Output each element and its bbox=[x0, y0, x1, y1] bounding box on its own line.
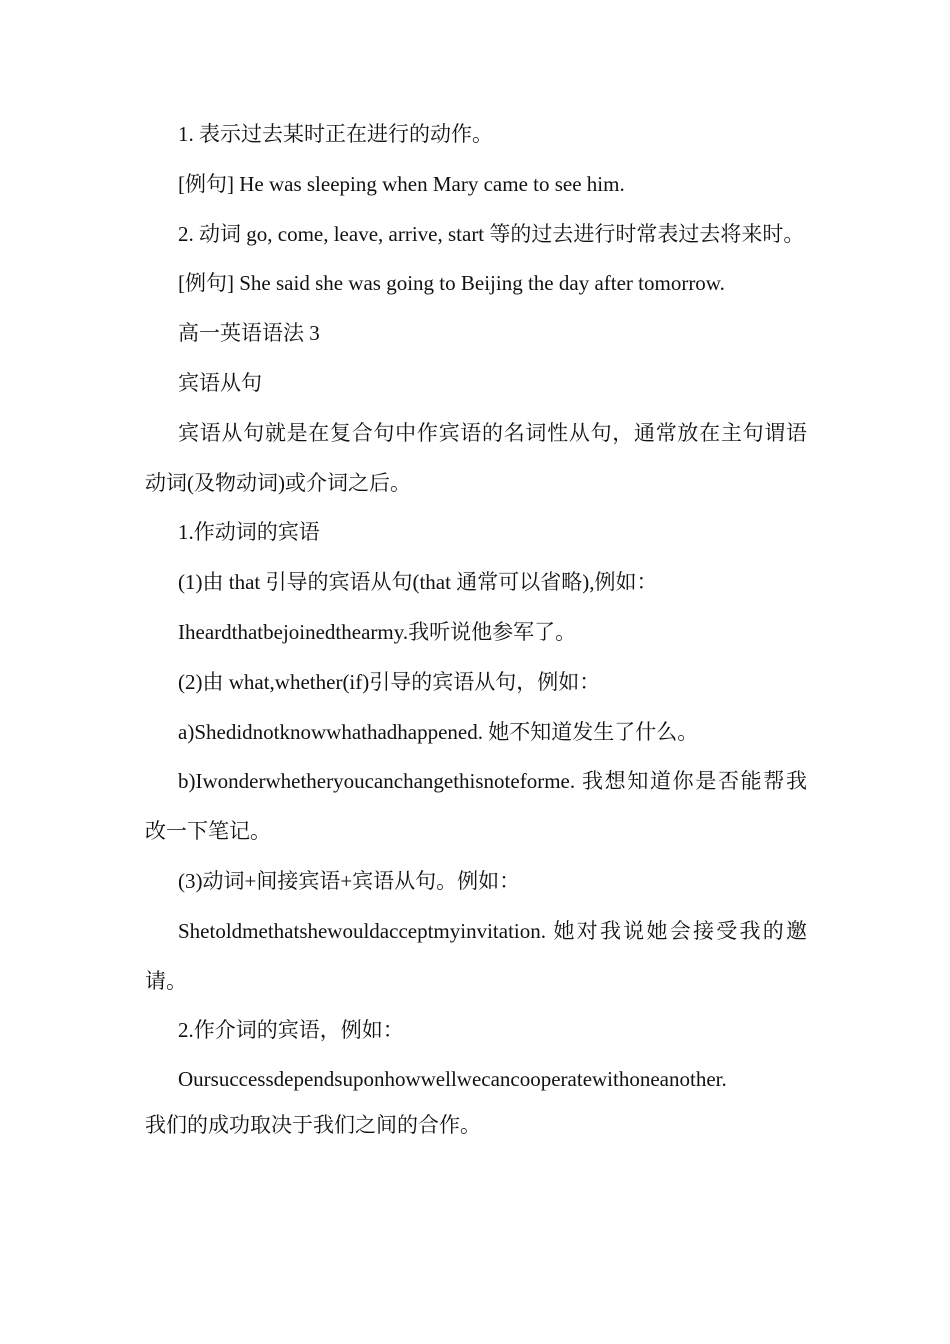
rule-that-clause: (1)由 that 引导的宾语从句(that 通常可以省略),例如： bbox=[178, 570, 658, 595]
definition-paragraph: 宾语从句就是在复合句中作宾语的名词性从句，通常放在主句谓语动词(及物动词)或介词之后。 bbox=[145, 420, 807, 495]
subsection-heading-preposition-object: 2.作介词的宾语，例如： bbox=[178, 1018, 404, 1043]
example-sentence-4: a)Shedidnotknowwhathadhappened. 她不知道发生了什么。 bbox=[178, 719, 699, 744]
example-translation-7: 我们的成功取决于我们之间的合作。 bbox=[145, 1113, 481, 1138]
example-sentence-6: Shetoldmethatshewouldacceptmyinvitation. 她对我说她会接受我的邀请。 bbox=[145, 918, 807, 993]
list-item-past-progressive-usage-2: 2. 动词 go, come, leave, arrive, start 等的过去进行时常表过去将来时。 bbox=[178, 221, 805, 246]
document-body bbox=[145, 110, 807, 1148]
example-sentence-1: [例句] He was sleeping when Mary came to see him. bbox=[178, 171, 625, 196]
example-sentence-3: Iheardthatbejoinedthearmy.我听说他参军了。 bbox=[178, 619, 577, 644]
rule-what-whether-clause: (2)由 what,whether(if)引导的宾语从句，例如： bbox=[178, 669, 601, 694]
example-sentence-5: b)Iwonderwhetheryoucanchangethisnoteforme. 我想知道你是否能帮我改一下笔记。 bbox=[145, 769, 807, 844]
subsection-heading-verb-object: 1.作动词的宾语 bbox=[178, 520, 320, 545]
rule-indirect-object-clause: (3)动词+间接宾语+宾语从句。例如： bbox=[178, 868, 521, 893]
list-item-past-progressive-usage-1: 1. 表示过去某时正在进行的动作。 bbox=[178, 122, 493, 146]
example-sentence-7: Oursuccessdependsuponhowwellwecancooperatewithoneanother. bbox=[178, 1067, 727, 1092]
section-heading-grammar-3: 高一英语语法 3 bbox=[178, 321, 320, 346]
section-subheading-object-clause: 宾语从句 bbox=[178, 370, 262, 395]
example-sentence-2: [例句] She said she was going to Beijing the day after tomorrow. bbox=[178, 271, 725, 296]
